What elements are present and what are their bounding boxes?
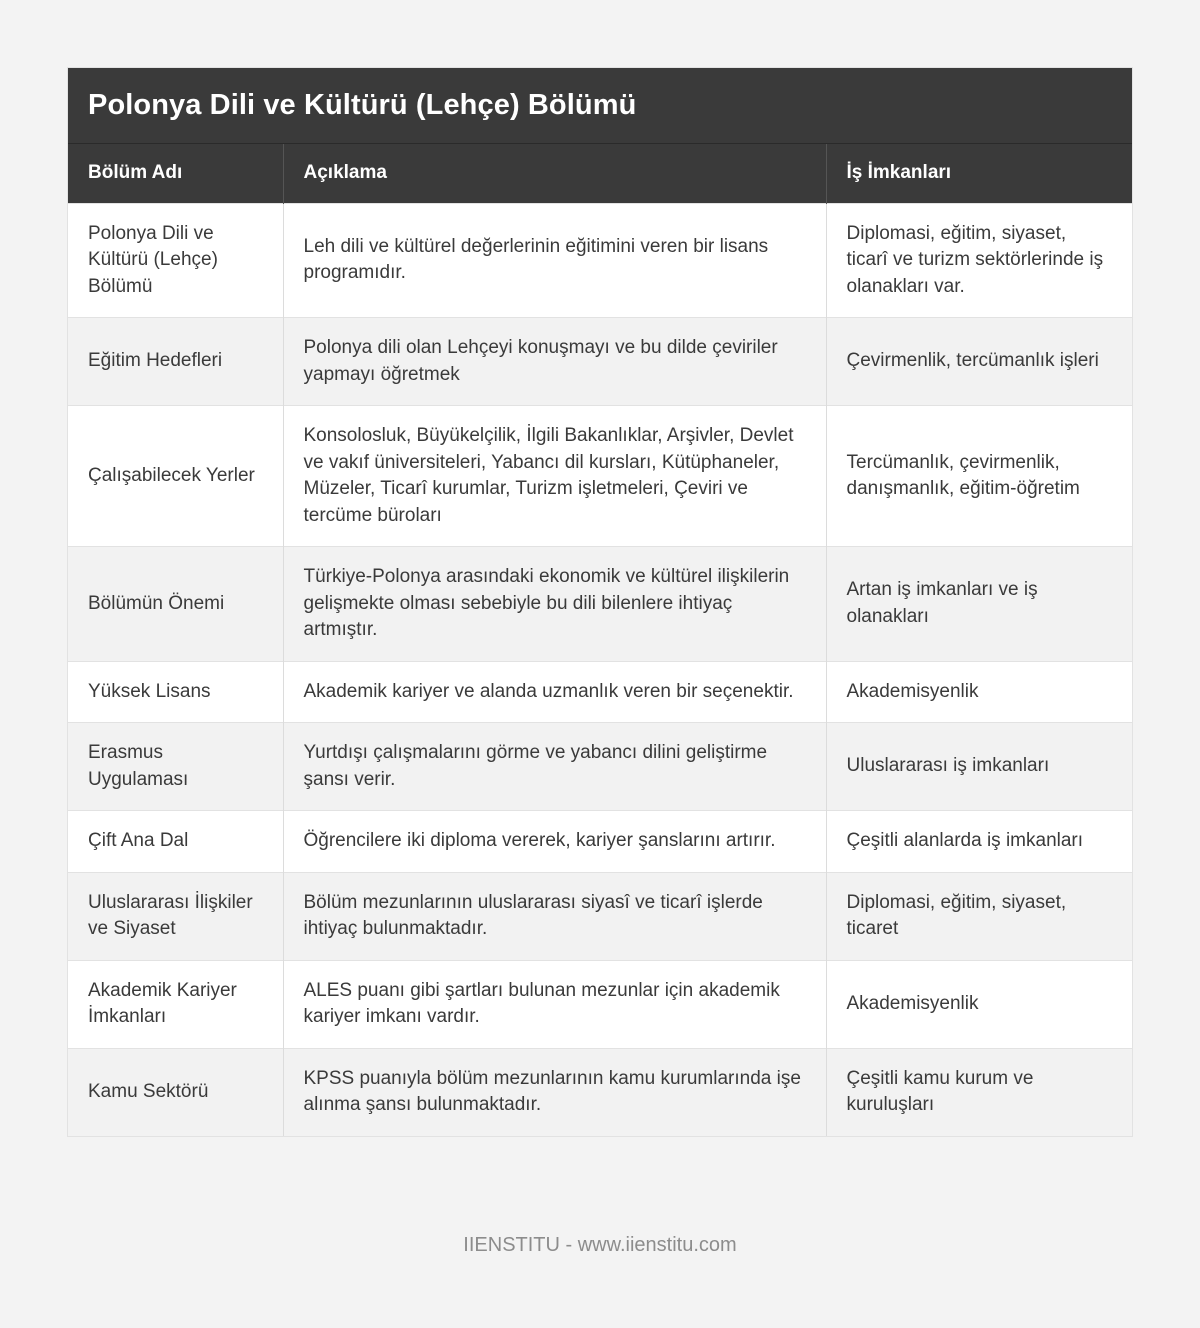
title-bar (68, 68, 1132, 144)
table-row (68, 872, 1132, 960)
table-cell: Polonya Dili ve Kültürü (Lehçe) Bölümü (68, 203, 283, 318)
table-cell: ALES puanı gibi şartları bulunan mezunlar için akademik kariyer imkanı vardır. (283, 960, 826, 1048)
table-cell: KPSS puanıyla bölüm mezunlarının kamu kurumlarında işe alınma şansı bulunmaktadır. (283, 1048, 826, 1136)
table-cell: Bölüm mezunlarının uluslararası siyasî ve ticarî işlerde ihtiyaç bulunmaktadır. (283, 872, 826, 960)
table-cell: Tercümanlık, çevirmenlik, danışmanlık, eğitim-öğretim (826, 406, 1132, 547)
column-header-aciklama: Açıklama (283, 144, 826, 203)
table-row (68, 1048, 1132, 1136)
table-cell: Diplomasi, eğitim, siyaset, ticarî ve turizm sektörlerinde iş olanakları var. (826, 203, 1132, 318)
table-row (68, 547, 1132, 662)
table-cell: Konsolosluk, Büyükelçilik, İlgili Bakanlıklar, Arşivler, Devlet ve vakıf üniversiteleri, Yabancı dil kursları, Kütüphaneler, Müzeler, Ticarî kurumlar, Turizm işletmeleri, Çeviri ve tercüme büroları (283, 406, 826, 547)
table-cell: Akademisyenlik (826, 960, 1132, 1048)
table-cell: Diplomasi, eğitim, siyaset, ticaret (826, 872, 1132, 960)
table-cell: Akademisyenlik (826, 661, 1132, 723)
table-row (68, 203, 1132, 318)
table-cell: Polonya dili olan Lehçeyi konuşmayı ve bu dilde çeviriler yapmayı öğretmek (283, 318, 826, 406)
table-cell: Çeşitli kamu kurum ve kuruluşları (826, 1048, 1132, 1136)
table-cell: Akademik Kariyer İmkanları (68, 960, 283, 1048)
table-cell: Yurtdışı çalışmalarını görme ve yabancı dilini geliştirme şansı verir. (283, 723, 826, 811)
table-row (68, 960, 1132, 1048)
column-header-is-imkanlari: İş İmkanları (826, 144, 1132, 203)
table-cell: Çeşitli alanlarda iş imkanları (826, 811, 1132, 873)
table-cell: Erasmus Uygulaması (68, 723, 283, 811)
page-title: Polonya Dili ve Kültürü (Lehçe) Bölümü (88, 89, 637, 121)
table-cell: Artan iş imkanları ve iş olanakları (826, 547, 1132, 662)
table-cell: Çalışabilecek Yerler (68, 406, 283, 547)
table-row (68, 661, 1132, 723)
table-cell: Kamu Sektörü (68, 1048, 283, 1136)
table-row (68, 723, 1132, 811)
table-cell: Eğitim Hedefleri (68, 318, 283, 406)
table-cell: Türkiye-Polonya arasındaki ekonomik ve kültürel ilişkilerin gelişmekte olması sebebiyle bu dili bilenlere ihtiyaç artmıştır. (283, 547, 826, 662)
table-card (68, 68, 1132, 1136)
table-cell: Uluslararası iş imkanları (826, 723, 1132, 811)
table-cell: Akademik kariyer ve alanda uzmanlık veren bir seçenektir. (283, 661, 826, 723)
footer-credit: IIENSTITU - www.iienstitu.com (463, 1234, 737, 1256)
table-cell: Çift Ana Dal (68, 811, 283, 873)
table-cell: Uluslararası İlişkiler ve Siyaset (68, 872, 283, 960)
data-table (68, 144, 1132, 1136)
table-cell: Bölümün Önemi (68, 547, 283, 662)
table-row (68, 406, 1132, 547)
table-cell: Öğrencilere iki diploma vererek, kariyer şanslarını artırır. (283, 811, 826, 873)
column-header-bolum-adi: Bölüm Adı (68, 144, 283, 203)
table-cell: Çevirmenlik, tercümanlık işleri (826, 318, 1132, 406)
table-row (68, 811, 1132, 873)
table-cell: Yüksek Lisans (68, 661, 283, 723)
table-row (68, 318, 1132, 406)
header-row (68, 144, 1132, 203)
table-cell: Leh dili ve kültürel değerlerinin eğitimini veren bir lisans programıdır. (283, 203, 826, 318)
